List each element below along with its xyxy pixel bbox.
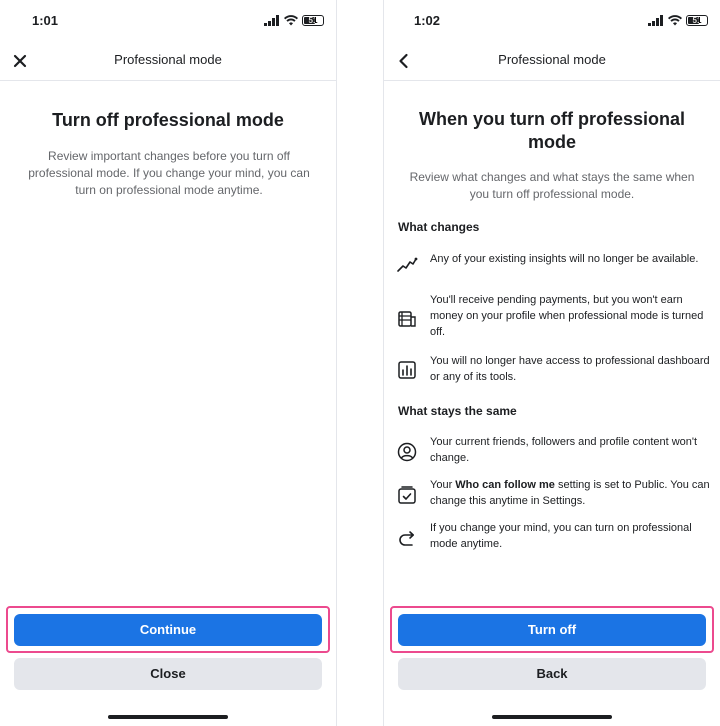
who-can-follow-me-label: Who can follow me xyxy=(455,479,555,491)
status-bar xyxy=(0,0,360,40)
status-time: 1:01 xyxy=(32,13,59,28)
redo-icon xyxy=(396,528,418,550)
nav-divider xyxy=(0,80,336,81)
nav-title: Professional mode xyxy=(498,52,606,67)
section-what-changes: What changes xyxy=(398,220,480,234)
continue-button[interactable]: Continue xyxy=(14,614,322,646)
battery-level: 51 xyxy=(308,15,318,25)
nav-title: Professional mode xyxy=(114,52,222,67)
nav-divider xyxy=(384,80,720,81)
insights-icon xyxy=(396,254,418,276)
item-text: You'll receive pending payments, but you won't earn money on your profile when professional mode is turned off. xyxy=(430,294,704,338)
item-text: Your Who can follow me setting is set to Public. You can change this anytime in Settings. xyxy=(430,479,710,507)
battery-level: 51 xyxy=(692,15,702,25)
status-bar xyxy=(384,0,720,40)
item-text: Your current friends, followers and profile content won't change. xyxy=(430,436,698,464)
home-indicator xyxy=(492,715,612,719)
follow-setting-icon xyxy=(396,484,418,506)
item-text: If you change your mind, you can turn on professional mode anytime. xyxy=(430,522,692,550)
page-subtitle: Review what changes and what stays the same when you turn off professional mode. xyxy=(409,170,695,201)
back-button[interactable]: Back xyxy=(398,658,706,690)
nav-bar xyxy=(384,44,720,78)
item-text: Any of your existing insights will no longer be available. xyxy=(430,253,699,265)
page-title: Turn off professional mode xyxy=(52,110,284,130)
screen-gap xyxy=(336,0,384,726)
signal-icon xyxy=(264,15,280,26)
chevron-left-icon[interactable] xyxy=(394,51,414,71)
section-what-stays: What stays the same xyxy=(398,404,517,418)
turn-off-button[interactable]: Turn off xyxy=(398,614,706,646)
battery-icon xyxy=(302,15,324,26)
close-button[interactable]: Close xyxy=(14,658,322,690)
battery-icon xyxy=(686,15,708,26)
item-text: You will no longer have access to professional dashboard or any of its tools. xyxy=(430,355,710,383)
close-icon[interactable] xyxy=(10,51,30,71)
wifi-icon xyxy=(284,15,298,26)
screen-edge-left xyxy=(336,0,337,726)
page-subtitle: Review important changes before you turn off professional mode. If you change your mind, you can turn on professional mode anytime. xyxy=(28,149,310,197)
status-icons xyxy=(264,14,324,26)
nav-bar xyxy=(0,44,360,78)
home-indicator xyxy=(108,715,228,719)
status-time: 1:02 xyxy=(414,13,441,28)
page-title: When you turn off professional mode xyxy=(419,109,685,152)
payments-icon xyxy=(396,308,418,330)
profile-icon xyxy=(396,441,418,463)
status-icons xyxy=(648,14,708,26)
dashboard-icon xyxy=(396,359,418,381)
signal-icon xyxy=(648,15,664,26)
wifi-icon xyxy=(668,15,682,26)
